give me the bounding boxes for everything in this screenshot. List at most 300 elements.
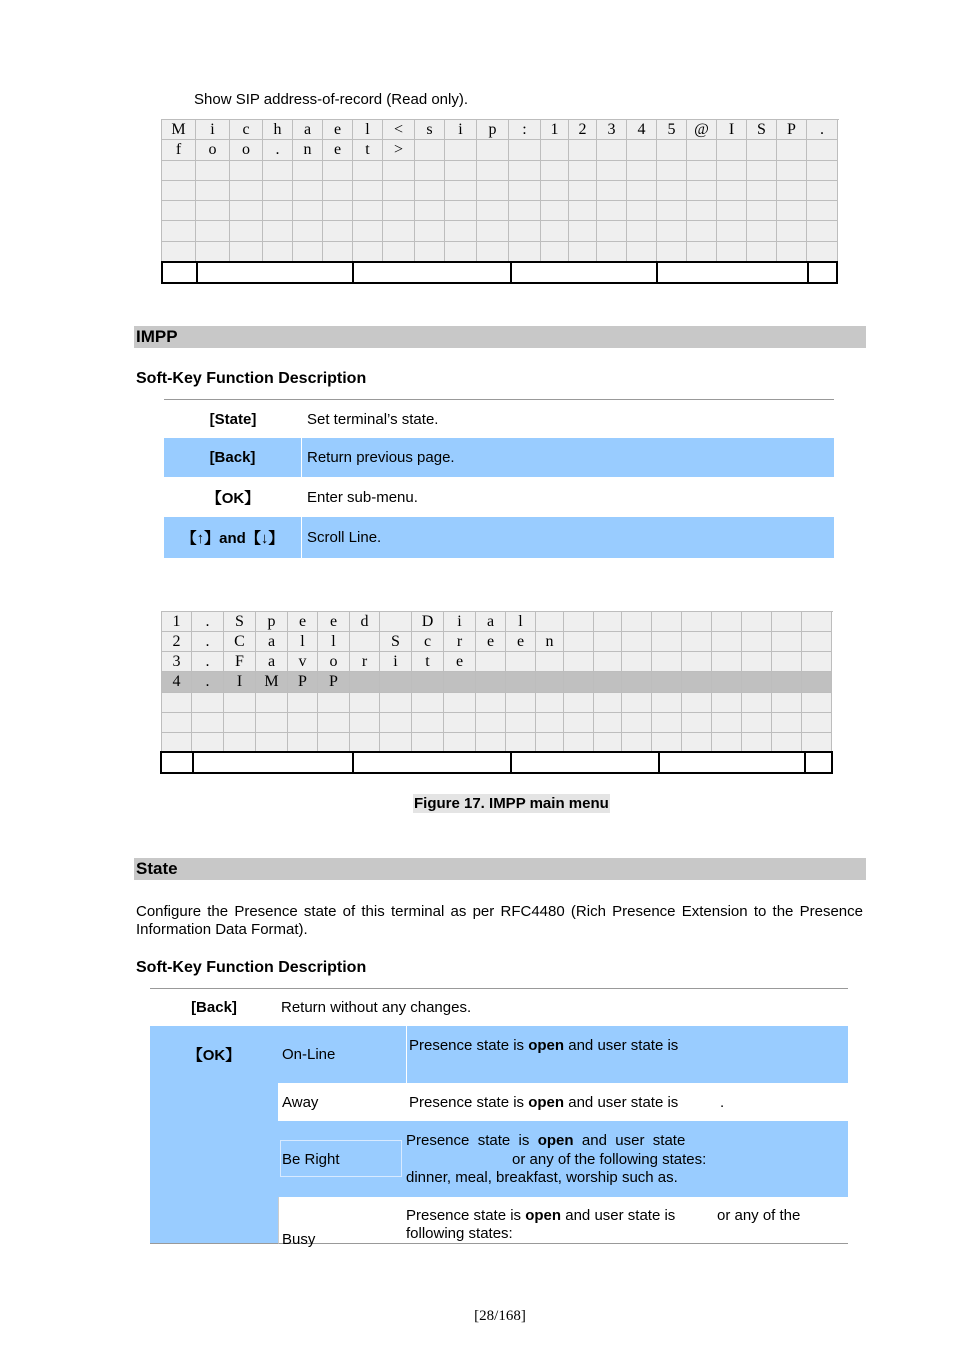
lcd-cell <box>196 221 230 241</box>
lcd-cell <box>412 693 444 713</box>
lcd-cell: P <box>288 672 318 692</box>
lcd-cell <box>477 201 509 221</box>
option-desc-line2: or any of the following states: <box>512 1151 707 1168</box>
softkey-slot[interactable] <box>162 753 194 772</box>
lcd-cell <box>350 713 380 733</box>
lcd-cell <box>293 161 323 181</box>
lcd-cell: e <box>444 652 476 672</box>
page-number: [28/168] <box>474 1308 526 1324</box>
lcd-cell <box>256 733 288 753</box>
lcd-cell <box>777 140 807 160</box>
lcd-cell <box>224 693 256 713</box>
softkey-desc: Scroll Line. <box>307 529 382 546</box>
lcd-cell <box>807 221 838 241</box>
lcd-cell <box>569 221 597 241</box>
lcd-cell <box>509 201 541 221</box>
lcd-cell <box>196 161 230 181</box>
lcd-cell <box>742 632 772 652</box>
intro-text: Show SIP address-of-record (Read only). <box>194 91 469 108</box>
lcd-cell <box>807 201 838 221</box>
lcd-cell <box>224 713 256 733</box>
lcd-cell <box>627 161 657 181</box>
lcd-cell: o <box>230 140 263 160</box>
lcd-cell <box>687 221 717 241</box>
lcd-cell <box>230 221 263 241</box>
state-option-away[interactable] <box>278 1083 848 1121</box>
lcd-cell: : <box>509 120 541 140</box>
lcd-cell <box>777 201 807 221</box>
lcd-cell <box>717 201 747 221</box>
lcd-cell: r <box>350 652 380 672</box>
lcd-cell <box>323 161 353 181</box>
state-softkey-heading: Soft-Key Function Description <box>136 959 367 976</box>
lcd-cell <box>747 161 777 181</box>
lcd-cell <box>444 733 476 753</box>
lcd-cell <box>380 672 412 692</box>
softkey-bar-2 <box>160 751 833 774</box>
lcd-cell <box>622 632 652 652</box>
lcd-cell <box>687 201 717 221</box>
lcd-cell: c <box>412 632 444 652</box>
lcd-cell <box>541 242 569 262</box>
lcd-cell <box>594 612 622 632</box>
lcd-cell: C <box>224 632 256 652</box>
lcd-cell: e <box>323 140 353 160</box>
lcd-cell <box>717 161 747 181</box>
lcd-cell <box>162 242 196 262</box>
lcd-cell <box>564 693 594 713</box>
lcd-cell <box>742 612 772 632</box>
lcd-cell <box>288 713 318 733</box>
lcd-cell <box>318 713 350 733</box>
lcd-cell: t <box>353 140 383 160</box>
option-desc-line2: following states: <box>406 1225 513 1242</box>
lcd-cell <box>777 161 807 181</box>
lcd-cell: 5 <box>657 120 687 140</box>
state-ok-cell <box>150 1026 278 1244</box>
softkey-row-state <box>164 400 834 438</box>
lcd-cell: . <box>807 120 838 140</box>
lcd-cell: n <box>293 140 323 160</box>
lcd-cell <box>597 140 627 160</box>
lcd-cell <box>477 140 509 160</box>
lcd-cell: > <box>383 140 415 160</box>
lcd-cell <box>263 242 293 262</box>
lcd-cell <box>564 612 594 632</box>
lcd-cell: < <box>383 120 415 140</box>
lcd-cell <box>445 181 477 201</box>
lcd-cell <box>162 181 196 201</box>
lcd-cell: 4 <box>627 120 657 140</box>
lcd-cell <box>742 713 772 733</box>
lcd-cell <box>476 693 506 713</box>
lcd-cell <box>717 221 747 241</box>
lcd-cell <box>777 181 807 201</box>
lcd-cell <box>569 181 597 201</box>
lcd-cell <box>802 693 832 713</box>
lcd-cell <box>712 632 742 652</box>
softkey-desc: Return without any changes. <box>281 999 472 1016</box>
lcd-cell <box>569 140 597 160</box>
section-heading-impp: IMPP <box>134 326 866 348</box>
lcd-screen-impp-menu <box>161 611 833 753</box>
softkey-row-ok <box>164 477 834 517</box>
lcd-cell <box>807 140 838 160</box>
lcd-cell <box>230 242 263 262</box>
lcd-cell <box>564 733 594 753</box>
option-name: Busy <box>282 1231 316 1248</box>
lcd-cell <box>477 181 509 201</box>
lcd-cell <box>564 672 594 692</box>
lcd-cell <box>687 140 717 160</box>
lcd-cell <box>536 652 564 672</box>
lcd-cell: . <box>192 612 224 632</box>
lcd-cell: . <box>192 652 224 672</box>
lcd-cell <box>541 221 569 241</box>
lcd-cell <box>162 713 192 733</box>
lcd-cell <box>353 161 383 181</box>
option-name: On-Line <box>282 1046 336 1063</box>
option-desc: Presence state is open and user state is <box>409 1037 679 1054</box>
lcd-cell <box>652 652 682 672</box>
option-desc-line3: dinner, meal, breakfast, worship such as. <box>406 1169 678 1186</box>
lcd-cell <box>445 201 477 221</box>
softkey-label: [Back] <box>191 999 237 1016</box>
lcd-cell <box>652 672 682 692</box>
lcd-cell <box>541 140 569 160</box>
lcd-cell: M <box>256 672 288 692</box>
lcd-cell <box>350 632 380 652</box>
lcd-cell <box>569 161 597 181</box>
lcd-cell <box>509 181 541 201</box>
lcd-cell <box>594 632 622 652</box>
lcd-cell: e <box>506 632 536 652</box>
lcd-cell <box>682 713 712 733</box>
lcd-cell: l <box>353 120 383 140</box>
lcd-cell <box>477 242 509 262</box>
lcd-cell: e <box>318 612 350 632</box>
lcd-cell <box>742 652 772 672</box>
softkey-bar-1 <box>161 261 838 284</box>
lcd-cell <box>657 242 687 262</box>
state-option-be-right[interactable] <box>278 1121 848 1197</box>
lcd-cell: . <box>192 632 224 652</box>
lcd-cell <box>597 221 627 241</box>
figure-caption: Figure 17. IMPP main menu <box>414 795 609 812</box>
lcd-cell <box>536 672 564 692</box>
lcd-cell <box>383 221 415 241</box>
lcd-cell <box>747 181 777 201</box>
lcd-cell <box>657 140 687 160</box>
lcd-cell <box>230 201 263 221</box>
lcd-cell: e <box>476 632 506 652</box>
softkey-slot[interactable] <box>354 263 512 282</box>
softkey-slot[interactable] <box>658 263 809 282</box>
lcd-cell <box>353 242 383 262</box>
lcd-cell <box>318 693 350 713</box>
lcd-cell <box>444 693 476 713</box>
lcd-cell <box>162 161 196 181</box>
lcd-cell <box>652 632 682 652</box>
lcd-cell <box>777 242 807 262</box>
lcd-cell: I <box>224 672 256 692</box>
lcd-cell <box>162 733 192 753</box>
lcd-cell <box>717 140 747 160</box>
lcd-cell <box>569 201 597 221</box>
softkey-slot[interactable] <box>163 263 198 282</box>
softkey-label: [Back] <box>164 438 302 477</box>
lcd-cell <box>622 612 652 632</box>
lcd-cell <box>597 161 627 181</box>
lcd-cell: a <box>476 612 506 632</box>
softkey-slot[interactable] <box>194 753 354 772</box>
softkey-slot[interactable] <box>198 263 354 282</box>
lcd-cell: i <box>445 120 477 140</box>
lcd-cell <box>350 693 380 713</box>
lcd-cell: h <box>263 120 293 140</box>
softkey-slot[interactable] <box>809 263 836 282</box>
lcd-cell <box>597 242 627 262</box>
softkey-desc: Set terminal’s state. <box>307 410 439 428</box>
lcd-cell <box>536 733 564 753</box>
lcd-cell <box>594 693 622 713</box>
lcd-cell <box>383 242 415 262</box>
lcd-cell <box>383 161 415 181</box>
lcd-cell: l <box>506 612 536 632</box>
lcd-cell <box>293 221 323 241</box>
lcd-cell <box>162 693 192 713</box>
lcd-cell <box>350 672 380 692</box>
impp-softkey-heading: Soft-Key Function Description <box>136 370 367 387</box>
lcd-cell <box>712 713 742 733</box>
lcd-cell <box>622 693 652 713</box>
state-row-back <box>150 989 848 1026</box>
lcd-cell <box>807 161 838 181</box>
lcd-cell <box>445 242 477 262</box>
lcd-cell: a <box>256 632 288 652</box>
lcd-cell: l <box>288 632 318 652</box>
state-option-online[interactable] <box>278 1026 848 1083</box>
lcd-cell: o <box>318 652 350 672</box>
lcd-cell <box>192 713 224 733</box>
lcd-cell <box>445 140 477 160</box>
lcd-cell <box>627 140 657 160</box>
lcd-cell <box>415 242 445 262</box>
lcd-cell <box>597 201 627 221</box>
lcd-cell <box>506 652 536 672</box>
lcd-cell <box>256 693 288 713</box>
option-desc: Presence state is open and user state <box>406 1132 686 1149</box>
lcd-cell <box>597 181 627 201</box>
lcd-cell <box>682 612 712 632</box>
lcd-cell <box>412 713 444 733</box>
lcd-cell <box>541 161 569 181</box>
lcd-cell <box>772 713 802 733</box>
lcd-cell: 2 <box>569 120 597 140</box>
softkey-desc: Enter sub-menu. <box>307 488 418 506</box>
lcd-cell <box>687 242 717 262</box>
lcd-cell <box>318 733 350 753</box>
lcd-cell <box>777 221 807 241</box>
lcd-cell: P <box>777 120 807 140</box>
lcd-cell: S <box>224 612 256 632</box>
lcd-cell <box>652 713 682 733</box>
lcd-cell <box>224 733 256 753</box>
lcd-cell: a <box>256 652 288 672</box>
lcd-cell <box>772 652 802 672</box>
lcd-cell <box>415 201 445 221</box>
lcd-cell <box>682 632 712 652</box>
lcd-cell <box>807 181 838 201</box>
lcd-cell <box>288 733 318 753</box>
lcd-cell: S <box>747 120 777 140</box>
section-heading-state: State <box>134 858 866 880</box>
lcd-cell <box>412 733 444 753</box>
lcd-cell <box>506 713 536 733</box>
lcd-cell <box>536 693 564 713</box>
softkey-slot[interactable] <box>512 263 658 282</box>
lcd-cell: . <box>192 672 224 692</box>
lcd-cell <box>263 201 293 221</box>
lcd-cell <box>196 242 230 262</box>
lcd-cell: p <box>256 612 288 632</box>
lcd-cell <box>742 693 772 713</box>
lcd-cell: 1 <box>162 612 192 632</box>
lcd-cell <box>627 181 657 201</box>
lcd-cell: 3 <box>597 120 627 140</box>
lcd-cell <box>802 672 832 692</box>
softkey-label: 【OK】 <box>206 489 260 507</box>
lcd-cell <box>263 161 293 181</box>
lcd-cell <box>323 221 353 241</box>
lcd-cell <box>742 672 772 692</box>
lcd-cell: I <box>717 120 747 140</box>
lcd-cell <box>682 693 712 713</box>
lcd-cell <box>717 242 747 262</box>
lcd-cell <box>594 672 622 692</box>
softkey-label: 【↑】and【↓】 <box>164 517 302 558</box>
lcd-cell <box>712 733 742 753</box>
lcd-cell <box>383 201 415 221</box>
softkey-slot[interactable] <box>512 753 660 772</box>
softkey-slot[interactable] <box>354 753 512 772</box>
lcd-cell <box>594 733 622 753</box>
lcd-cell <box>594 713 622 733</box>
lcd-cell <box>772 632 802 652</box>
lcd-cell <box>712 652 742 672</box>
lcd-cell <box>263 181 293 201</box>
lcd-cell <box>415 181 445 201</box>
lcd-cell: o <box>196 140 230 160</box>
state-option-busy[interactable] <box>278 1197 848 1248</box>
lcd-cell <box>747 201 777 221</box>
lcd-cell <box>682 652 712 672</box>
lcd-cell: l <box>318 632 350 652</box>
lcd-cell: @ <box>687 120 717 140</box>
lcd-cell <box>412 672 444 692</box>
lcd-cell <box>747 221 777 241</box>
lcd-cell <box>564 713 594 733</box>
lcd-cell <box>196 201 230 221</box>
option-desc: Presence state is open and user state is . <box>409 1094 725 1111</box>
lcd-cell: P <box>318 672 350 692</box>
lcd-cell <box>288 693 318 713</box>
lcd-cell <box>293 201 323 221</box>
lcd-cell <box>682 672 712 692</box>
lcd-cell <box>353 201 383 221</box>
lcd-cell <box>541 181 569 201</box>
softkey-row-back <box>164 438 834 477</box>
lcd-cell <box>380 693 412 713</box>
lcd-cell <box>353 181 383 201</box>
lcd-cell: n <box>536 632 564 652</box>
lcd-cell <box>802 733 832 753</box>
lcd-cell <box>772 693 802 713</box>
lcd-cell <box>802 713 832 733</box>
lcd-cell <box>509 140 541 160</box>
softkey-slot[interactable] <box>660 753 806 772</box>
lcd-cell <box>196 181 230 201</box>
lcd-cell <box>476 733 506 753</box>
lcd-cell <box>263 221 293 241</box>
lcd-cell: v <box>288 652 318 672</box>
lcd-cell: S <box>380 632 412 652</box>
lcd-cell: e <box>323 120 353 140</box>
lcd-cell <box>536 612 564 632</box>
lcd-cell <box>622 672 652 692</box>
lcd-cell: . <box>263 140 293 160</box>
softkey-slot[interactable] <box>806 753 831 772</box>
lcd-screen-sip-address <box>161 119 839 262</box>
lcd-cell <box>807 242 838 262</box>
lcd-cell <box>802 632 832 652</box>
lcd-cell <box>657 201 687 221</box>
lcd-cell <box>506 672 536 692</box>
lcd-cell: c <box>230 120 263 140</box>
lcd-cell <box>350 733 380 753</box>
lcd-cell <box>323 181 353 201</box>
lcd-cell: D <box>412 612 444 632</box>
lcd-cell: r <box>444 632 476 652</box>
lcd-cell <box>509 221 541 241</box>
lcd-cell <box>415 140 445 160</box>
lcd-cell <box>652 693 682 713</box>
lcd-cell <box>444 713 476 733</box>
lcd-cell <box>506 733 536 753</box>
lcd-cell <box>772 612 802 632</box>
lcd-cell <box>541 201 569 221</box>
lcd-cell <box>712 612 742 632</box>
lcd-cell <box>256 713 288 733</box>
lcd-cell <box>323 201 353 221</box>
lcd-cell <box>717 181 747 201</box>
lcd-cell: 4 <box>162 672 192 692</box>
lcd-cell <box>622 733 652 753</box>
lcd-cell <box>802 652 832 672</box>
lcd-cell <box>712 672 742 692</box>
table-rule <box>150 1243 278 1244</box>
lcd-cell <box>536 713 564 733</box>
lcd-cell <box>594 652 622 672</box>
lcd-cell: i <box>380 652 412 672</box>
lcd-cell <box>772 733 802 753</box>
lcd-cell <box>627 242 657 262</box>
lcd-cell <box>383 181 415 201</box>
lcd-cell <box>444 672 476 692</box>
lcd-cell: s <box>415 120 445 140</box>
lcd-cell <box>293 181 323 201</box>
lcd-cell <box>477 161 509 181</box>
